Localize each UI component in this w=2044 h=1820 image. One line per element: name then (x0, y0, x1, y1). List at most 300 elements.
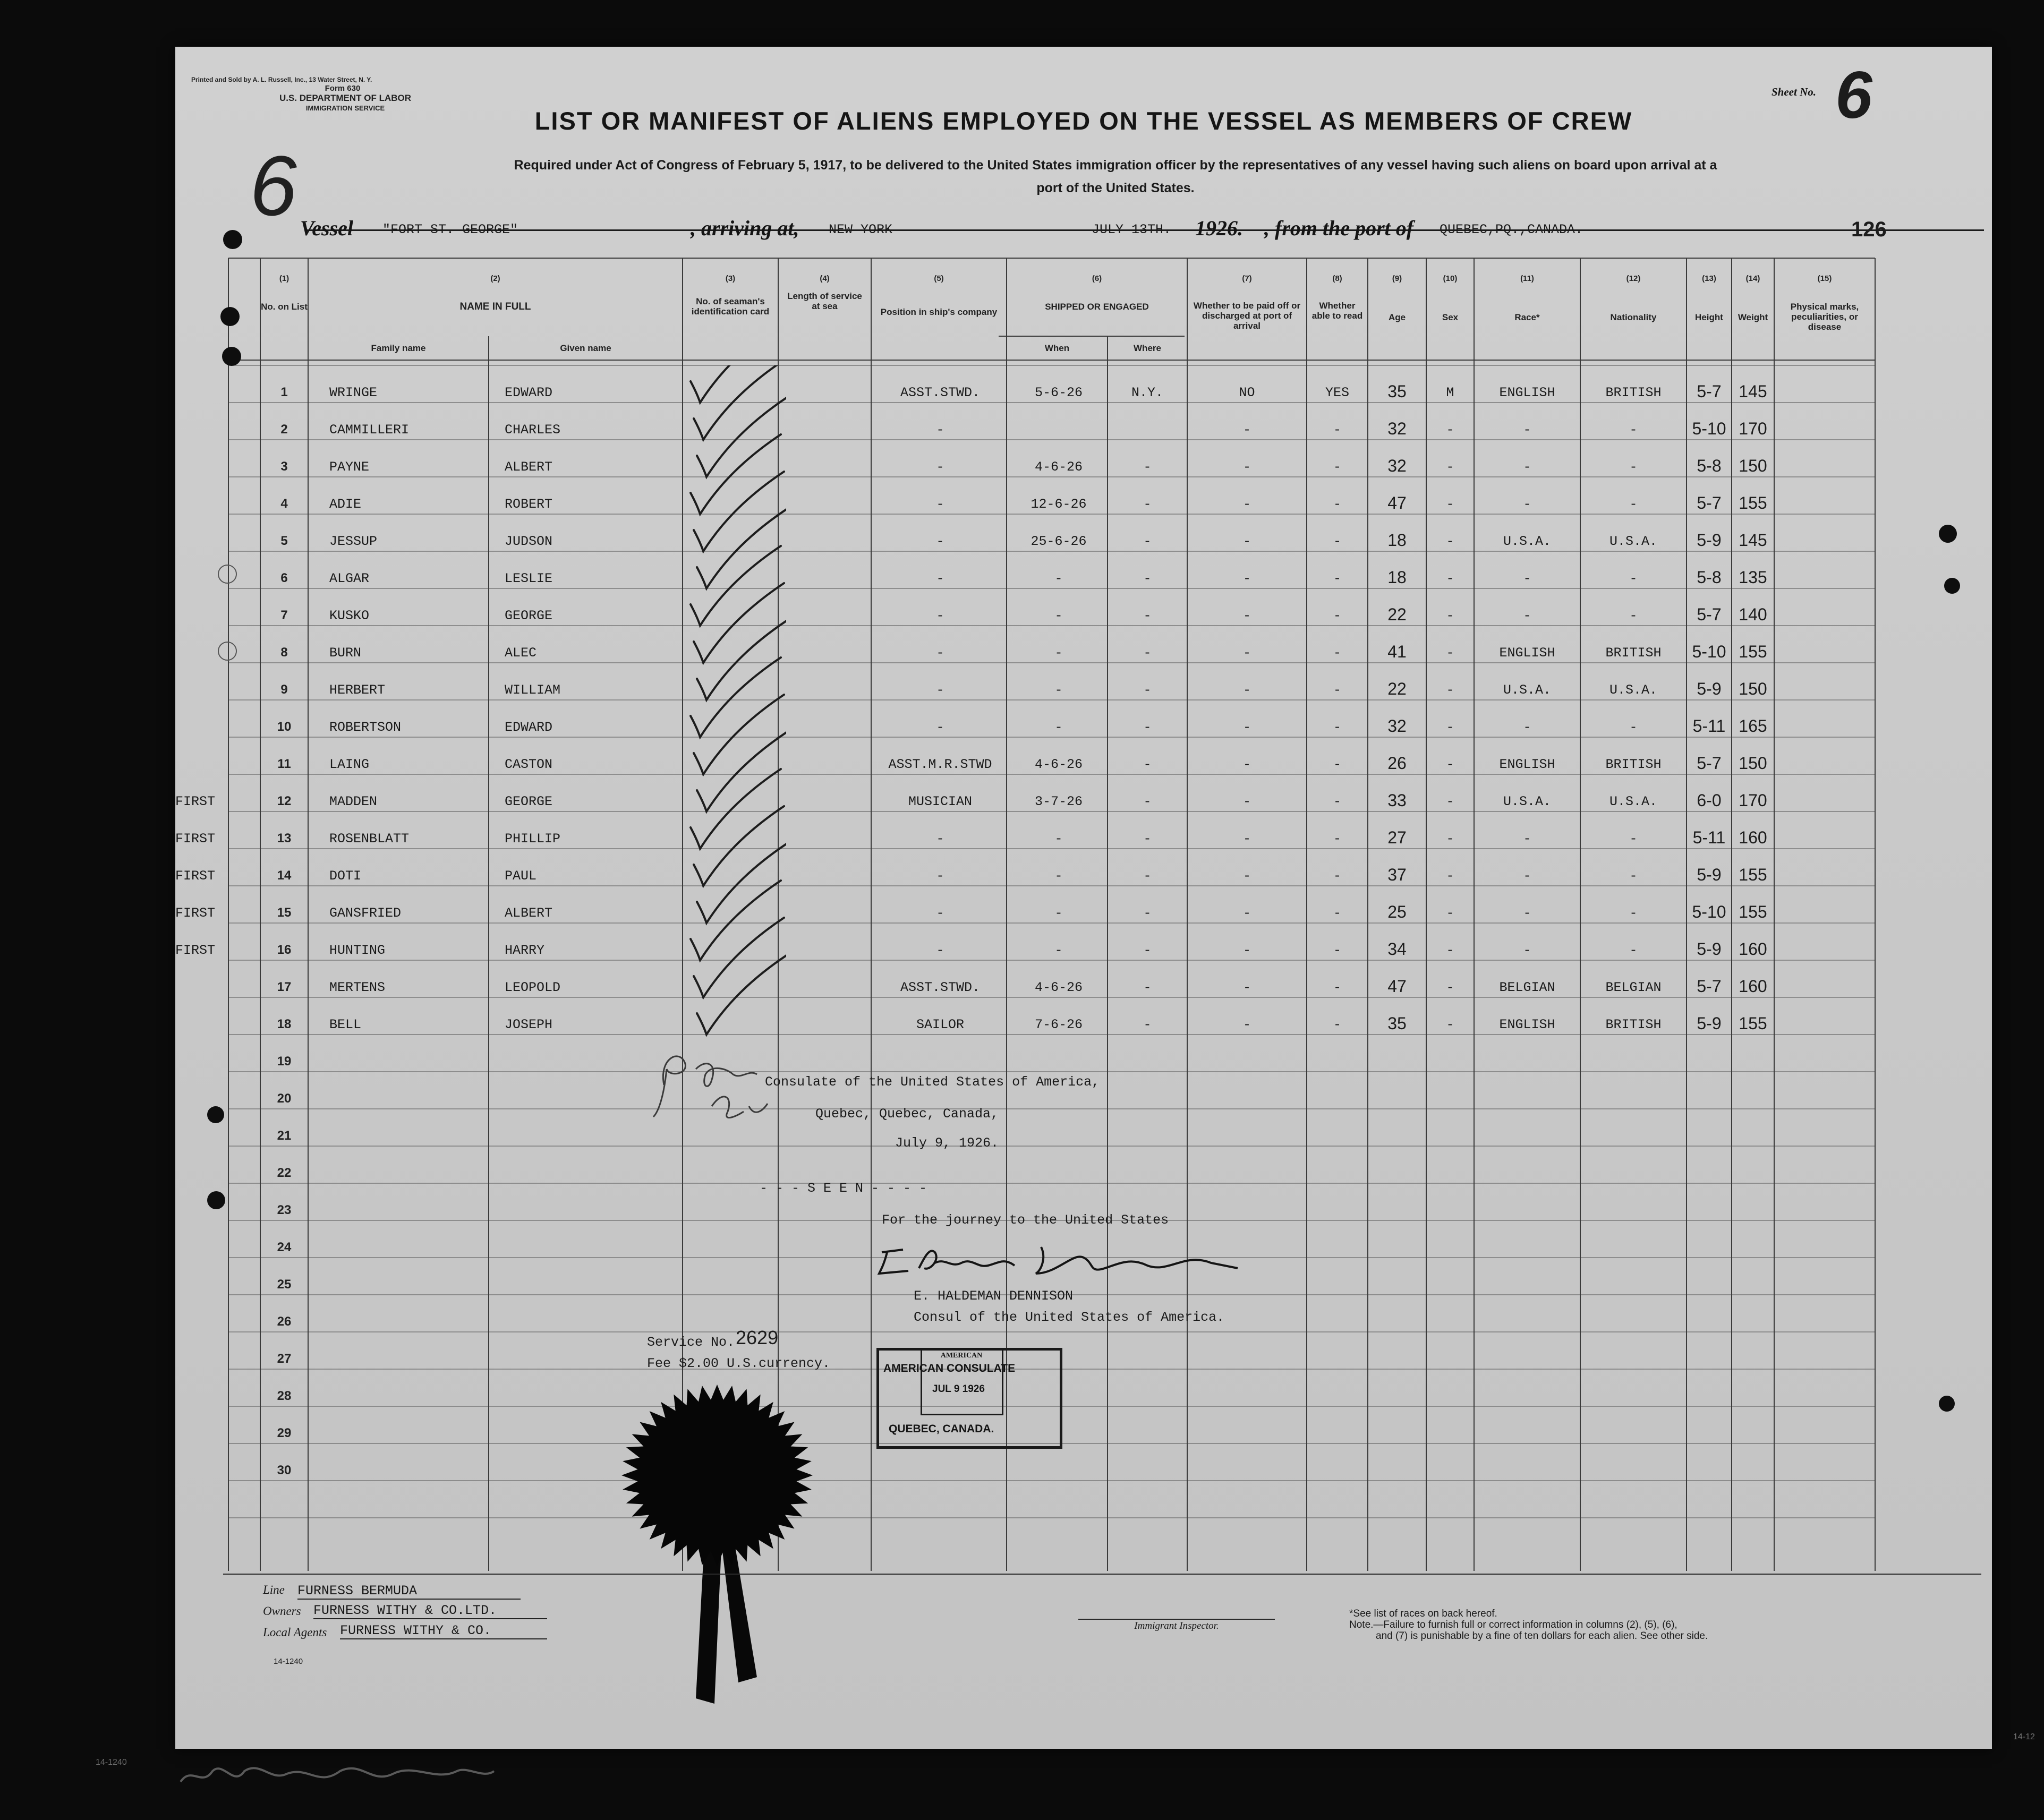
races-note: *See list of races on back hereof. (1349, 1608, 1497, 1619)
row-number: 12 (277, 794, 292, 808)
col-num-6: (6) (1092, 274, 1102, 283)
position-cell: MUSICIAN (908, 794, 973, 809)
col-head-height: Height (1695, 312, 1723, 322)
able-to-read-cell: - (1333, 905, 1341, 921)
given-name-cell: CASTON (505, 757, 553, 772)
col-num-14: (14) (1745, 274, 1760, 283)
row-number: 3 (280, 459, 288, 474)
weight-cell: 170 (1739, 791, 1767, 810)
nationality-cell: - (1629, 943, 1638, 958)
height-cell: 5-10 (1692, 642, 1726, 661)
height-cell: 6-0 (1697, 791, 1722, 810)
col-head-when: When (1044, 343, 1070, 353)
col-head-where: Where (1134, 343, 1161, 353)
nationality-cell: U.S.A. (1609, 534, 1657, 549)
family-name-cell: MADDEN (329, 794, 378, 809)
height-cell: 5-10 (1692, 902, 1726, 921)
family-name-cell: LAING (329, 757, 370, 772)
from-port-label: , from the port of (1264, 216, 1414, 240)
family-name-cell: ROSENBLATT (329, 831, 410, 847)
height-cell: 5-7 (1697, 493, 1722, 512)
given-name-cell: EDWARD (505, 720, 553, 735)
age-cell: 18 (1387, 568, 1407, 587)
family-name-cell: PAYNE (329, 459, 370, 475)
race-cell: - (1523, 943, 1531, 958)
position-cell: - (936, 459, 944, 475)
nationality-cell: BRITISH (1605, 645, 1662, 661)
row-number: 7 (280, 608, 288, 622)
shipped-where-cell: N.Y. (1131, 385, 1163, 400)
arrival-year: 1926. (1195, 216, 1243, 240)
check-mark (691, 546, 781, 626)
fine-note-line2: and (7) is punishable by a fine of ten dollars for each alien. See other side. (1376, 1630, 1708, 1642)
shipped-when-cell: 4-6-26 (1034, 459, 1083, 475)
sex-cell: - (1446, 1017, 1454, 1032)
given-name-cell: ROBERT (505, 497, 553, 512)
paid-off-cell: - (1242, 459, 1251, 475)
paid-off-cell: - (1242, 571, 1251, 586)
col-num-3: (3) (725, 274, 736, 283)
stamp-top-text: AMERICAN (940, 1352, 983, 1360)
paid-off-cell: - (1242, 905, 1251, 921)
able-to-read-cell: - (1333, 422, 1341, 438)
weight-cell: 160 (1739, 977, 1767, 996)
shipped-where-cell: - (1143, 868, 1152, 884)
sex-cell: - (1446, 459, 1454, 475)
col-num-1: (1) (279, 274, 289, 283)
col-head-nationality: Nationality (1610, 312, 1657, 322)
line-label: Line (263, 1583, 285, 1596)
nationality-cell: - (1629, 905, 1638, 921)
age-cell: 32 (1387, 456, 1407, 475)
sex-cell: M (1446, 385, 1454, 400)
form-code: 14-1240 (274, 1657, 303, 1666)
weight-cell: 170 (1739, 419, 1767, 438)
col-head-race: Race* (1514, 312, 1540, 322)
col-head-family-name: Family name (371, 343, 426, 353)
shipped-when-cell: - (1054, 905, 1063, 921)
race-cell: - (1523, 868, 1531, 884)
agents-value: FURNESS WITHY & CO. (340, 1623, 547, 1639)
printer-line: Printed and Sold by A. L. Russell, Inc., 13 Water Street, N. Y. (191, 76, 372, 83)
age-cell: 35 (1387, 382, 1407, 401)
corner-sheet-mark: 6 (250, 138, 297, 233)
check-mark (694, 806, 784, 886)
sex-cell: - (1446, 943, 1454, 958)
consulate-stamp (876, 1348, 1062, 1449)
paid-off-cell: - (1242, 757, 1251, 772)
paid-off-cell: - (1242, 422, 1251, 438)
nationality-cell: BRITISH (1605, 1017, 1662, 1032)
sex-cell: - (1446, 422, 1454, 438)
row-number: 22 (277, 1166, 292, 1180)
family-name-cell: GANSFRIED (329, 905, 402, 921)
shipped-where-cell: - (1143, 459, 1152, 475)
manifest-subtitle-line2: port of the United States. (1036, 181, 1195, 195)
height-cell: 5-9 (1697, 531, 1722, 550)
sheet-number: 6 (1835, 58, 1872, 132)
age-cell: 47 (1387, 493, 1407, 512)
col-head-physical: Physical marks, peculiarities, or disease (1790, 302, 1859, 332)
shipped-where-cell: - (1143, 943, 1152, 958)
fee-line: Fee $2.00 U.S.currency. (647, 1356, 831, 1371)
shipped-when-cell: - (1054, 571, 1063, 586)
consulate-line1: Consulate of the United States of America, (765, 1074, 1100, 1090)
sex-cell: - (1446, 608, 1454, 623)
given-name-cell: LEOPOLD (505, 980, 561, 995)
race-cell: - (1523, 608, 1531, 623)
sex-cell: - (1446, 571, 1454, 586)
height-cell: 5-11 (1692, 828, 1726, 847)
arrival-date: JULY 13TH. (1092, 222, 1172, 237)
age-cell: 32 (1387, 419, 1407, 438)
position-cell: - (936, 868, 944, 884)
shipped-when-cell: - (1054, 943, 1063, 958)
weight-cell: 150 (1739, 679, 1767, 698)
binder-hole (1939, 1396, 1955, 1412)
family-name-cell: HERBERT (329, 682, 386, 698)
position-cell: ASST.STWD. (900, 385, 981, 400)
weight-cell: 160 (1739, 828, 1767, 847)
consul-title: Consul of the United States of America. (914, 1310, 1225, 1325)
col-num-12: (12) (1626, 274, 1641, 283)
given-name-cell: ALBERT (505, 459, 553, 475)
age-cell: 22 (1387, 605, 1407, 624)
position-cell: - (936, 682, 944, 698)
able-to-read-cell: - (1333, 608, 1341, 623)
shipped-where-cell: - (1143, 682, 1152, 698)
able-to-read-cell: - (1333, 980, 1341, 995)
row-number: 25 (277, 1277, 292, 1292)
col-num-11: (11) (1520, 274, 1534, 283)
age-cell: 37 (1387, 865, 1407, 884)
nationality-cell: U.S.A. (1609, 794, 1657, 809)
col-num-8: (8) (1332, 274, 1342, 283)
nationality-cell: - (1629, 720, 1638, 735)
shipped-when-cell: 4-6-26 (1034, 757, 1083, 772)
able-to-read-cell: - (1333, 534, 1341, 549)
check-mark (694, 695, 784, 774)
weight-cell: 150 (1739, 754, 1767, 773)
row-number: 8 (280, 645, 288, 660)
age-cell: 41 (1387, 642, 1407, 661)
family-name-cell: CAMMILLERI (329, 422, 410, 438)
check-mark (694, 583, 784, 663)
weight-cell: 145 (1739, 382, 1767, 401)
shipped-where-cell: - (1143, 497, 1152, 512)
col-head-name-in-full: NAME IN FULL (459, 301, 531, 312)
row-number: 2 (280, 422, 288, 437)
binder-hole (220, 307, 240, 326)
identification-check-marks (680, 365, 786, 1056)
paid-off-cell: - (1242, 645, 1251, 661)
col-num-5: (5) (934, 274, 944, 283)
col-head-shipped: SHIPPED OR ENGAGED (1045, 302, 1149, 312)
check-mark (697, 955, 786, 1035)
row-number: 16 (277, 943, 292, 957)
age-cell: 47 (1387, 977, 1407, 996)
position-cell: - (936, 720, 944, 735)
sex-cell: - (1446, 534, 1454, 549)
inspector-label: Immigrant Inspector. (1134, 1620, 1219, 1631)
weight-cell: 150 (1739, 456, 1767, 475)
manifest-title: LIST OR MANIFEST OF ALIENS EMPLOYED ON THE VESSEL AS MEMBERS OF CREW (534, 107, 1633, 135)
row-number: 18 (277, 1017, 292, 1031)
stamp-date: JUL 9 1926 (932, 1383, 985, 1395)
arriving-label: , arriving at, (691, 216, 799, 240)
class-label-cell: FIRST (175, 943, 216, 958)
given-name-cell: GEORGE (505, 794, 553, 809)
col-num-4: (4) (820, 274, 830, 283)
paid-off-cell: NO (1239, 385, 1255, 400)
family-name-cell: BELL (329, 1017, 362, 1032)
height-cell: 5-7 (1697, 605, 1722, 624)
check-mark (694, 472, 784, 551)
sex-cell: - (1446, 794, 1454, 809)
row-number: 17 (277, 980, 292, 994)
shipped-when-cell: 25-6-26 (1030, 534, 1087, 549)
department-name: U.S. DEPARTMENT OF LABOR (279, 93, 412, 103)
check-mark (691, 657, 781, 737)
journey-line: For the journey to the United States (882, 1212, 1169, 1228)
nationality-cell: BRITISH (1605, 385, 1662, 400)
nationality-cell: BRITISH (1605, 757, 1662, 772)
row-number: 23 (277, 1203, 292, 1217)
inspector-rule (1078, 1619, 1275, 1620)
height-cell: 5-9 (1697, 939, 1722, 959)
col-num-13: (13) (1702, 274, 1716, 283)
nationality-cell: - (1629, 608, 1638, 623)
pencil-scrawl-bottom (170, 1750, 499, 1798)
shipped-where-cell: - (1143, 831, 1152, 847)
age-cell: 26 (1387, 754, 1407, 773)
col-head-no-on-list: No. on List (261, 302, 308, 312)
binder-hole (1944, 578, 1960, 594)
family-name-cell: JESSUP (329, 534, 378, 549)
sex-cell: - (1446, 497, 1454, 512)
row-number: 21 (277, 1129, 292, 1143)
vessel-name: "FORT ST. GEORGE" (382, 222, 518, 237)
able-to-read-cell: - (1333, 571, 1341, 586)
wax-seal-with-ribbon (616, 1364, 818, 1725)
shipped-where-cell: - (1143, 720, 1152, 735)
position-cell: ASST.STWD. (900, 980, 981, 995)
weight-cell: 155 (1739, 493, 1767, 512)
row-number: 28 (277, 1389, 292, 1403)
weight-cell: 155 (1739, 642, 1767, 661)
col-num-9: (9) (1392, 274, 1402, 283)
paid-off-cell: - (1242, 682, 1251, 698)
shipped-when-cell: - (1054, 608, 1063, 623)
page-number: 126 (1851, 218, 1887, 241)
row-number: 6 (280, 571, 288, 585)
shipped-when-cell: 3-7-26 (1034, 794, 1083, 809)
paid-off-cell: - (1242, 608, 1251, 623)
nationality-cell: - (1629, 422, 1638, 438)
row-number: 19 (277, 1054, 292, 1069)
race-cell: ENGLISH (1499, 1017, 1555, 1032)
height-cell: 5-9 (1697, 679, 1722, 698)
height-cell: 5-9 (1697, 865, 1722, 884)
given-name-cell: PAUL (505, 868, 537, 884)
class-label-cell: FIRST (175, 905, 216, 921)
weight-cell: 155 (1739, 902, 1767, 921)
weight-cell: 165 (1739, 716, 1767, 736)
paid-off-cell: - (1242, 794, 1251, 809)
row-number: 15 (277, 905, 292, 920)
shipped-where-cell: - (1143, 980, 1152, 995)
family-name-cell: DOTI (329, 868, 362, 884)
able-to-read-cell: - (1333, 682, 1341, 698)
binder-hole (222, 347, 241, 366)
height-cell: 5-9 (1697, 1014, 1722, 1033)
position-cell: - (936, 497, 944, 512)
given-name-cell: JOSEPH (505, 1017, 553, 1032)
check-mark (694, 918, 784, 997)
able-to-read-cell: - (1333, 1017, 1341, 1032)
race-cell: - (1523, 571, 1531, 586)
given-name-cell: CHARLES (505, 422, 561, 438)
paid-off-cell: - (1242, 1017, 1251, 1032)
manifest-sheet (175, 47, 1992, 1749)
nationality-cell: BELGIAN (1605, 980, 1662, 995)
line-value: FURNESS BERMUDA (297, 1583, 521, 1600)
height-cell: 5-11 (1692, 716, 1726, 736)
shipped-where-cell: - (1143, 757, 1152, 772)
row-number: 29 (277, 1426, 292, 1440)
col-head-age: Age (1388, 312, 1406, 322)
given-name-cell: PHILLIP (505, 831, 561, 847)
race-cell: ENGLISH (1499, 757, 1555, 772)
col-num-2: (2) (490, 274, 500, 283)
nationality-cell: - (1629, 831, 1638, 847)
binder-hole (223, 230, 242, 249)
consul-signature (871, 1236, 1243, 1284)
pencil-initials (643, 1037, 781, 1143)
position-cell: - (936, 608, 944, 623)
consul-name: E. HALDEMAN DENNISON (914, 1288, 1074, 1304)
row-number: 20 (277, 1091, 292, 1106)
check-mark (691, 769, 781, 849)
race-cell: - (1523, 459, 1531, 475)
row-number: 13 (277, 831, 292, 845)
age-cell: 33 (1387, 791, 1407, 810)
paid-off-cell: - (1242, 720, 1251, 735)
family-name-cell: BURN (329, 645, 362, 661)
height-cell: 5-8 (1697, 456, 1722, 475)
nationality-cell: - (1629, 459, 1638, 475)
given-name-cell: ALEC (505, 645, 537, 661)
sex-cell: - (1446, 831, 1454, 847)
row-number: 10 (277, 720, 292, 734)
family-name-cell: HUNTING (329, 943, 386, 958)
position-cell: - (936, 534, 944, 549)
race-cell: BELGIAN (1499, 980, 1555, 995)
col-head-able-read: Whether able to read (1311, 301, 1363, 321)
able-to-read-cell: - (1333, 943, 1341, 958)
bottom-edge-code: 14-1240 (96, 1758, 127, 1767)
given-name-cell: LESLIE (505, 571, 553, 586)
able-to-read-cell: - (1333, 757, 1341, 772)
class-label-cell: FIRST (175, 868, 216, 884)
given-name-cell: JUDSON (505, 534, 553, 549)
service-number: 2629 (736, 1327, 779, 1348)
position-cell: - (936, 571, 944, 586)
shipped-when-cell: - (1054, 831, 1063, 847)
able-to-read-cell: - (1333, 831, 1341, 847)
able-to-read-cell: - (1333, 794, 1341, 809)
weight-cell: 155 (1739, 1014, 1767, 1033)
service-label: Service No. (647, 1335, 735, 1350)
col-head-weight: Weight (1738, 312, 1768, 322)
position-cell: - (936, 943, 944, 958)
able-to-read-cell: YES (1325, 385, 1349, 400)
weight-cell: 140 (1739, 605, 1767, 624)
age-cell: 18 (1387, 531, 1407, 550)
from-port: QUEBEC,PQ.,CANADA. (1440, 222, 1583, 237)
binder-hole-ring (218, 565, 237, 584)
row-number: 5 (280, 534, 288, 548)
position-cell: - (936, 645, 944, 661)
binder-hole (1939, 525, 1957, 543)
shipped-when-cell: - (1054, 682, 1063, 698)
service-name: IMMIGRATION SERVICE (305, 104, 385, 112)
shipped-where-cell: - (1143, 905, 1152, 921)
age-cell: 25 (1387, 902, 1407, 921)
consulate-date: July 9, 1926. (895, 1135, 999, 1151)
col-head-sex: Sex (1442, 312, 1459, 322)
consulate-line2: Quebec, Quebec, Canada, (815, 1106, 999, 1122)
shipped-where-cell: - (1143, 794, 1152, 809)
shipped-when-cell: - (1054, 868, 1063, 884)
col-head-position: Position in ship's company (880, 307, 998, 317)
race-cell: U.S.A. (1503, 682, 1551, 698)
race-cell: - (1523, 422, 1531, 438)
paid-off-cell: - (1242, 980, 1251, 995)
race-cell: - (1523, 831, 1531, 847)
able-to-read-cell: - (1333, 868, 1341, 884)
able-to-read-cell: - (1333, 720, 1341, 735)
race-cell: ENGLISH (1499, 645, 1555, 661)
col-head-id-card: No. of seaman's identification card (691, 296, 770, 317)
stamp-place: QUEBEC, CANADA. (889, 1423, 994, 1435)
given-name-cell: WILLIAM (505, 682, 561, 698)
paid-off-cell: - (1242, 831, 1251, 847)
given-name-cell: HARRY (505, 943, 545, 958)
able-to-read-cell: - (1333, 497, 1341, 512)
sex-cell: - (1446, 980, 1454, 995)
form-number: Form 630 (325, 84, 361, 93)
sex-cell: - (1446, 645, 1454, 661)
age-cell: 35 (1387, 1014, 1407, 1033)
family-name-cell: WRINGE (329, 385, 378, 400)
row-number: 9 (280, 682, 288, 697)
col-head-length-service: Length of service at sea (787, 291, 862, 311)
family-name-cell: KUSKO (329, 608, 370, 623)
stamp-consulate-text: AMERICAN CONSULATE (883, 1362, 1016, 1374)
position-cell: SAILOR (916, 1017, 964, 1032)
weight-cell: 145 (1739, 531, 1767, 550)
able-to-read-cell: - (1333, 645, 1341, 661)
row-number: 30 (277, 1463, 292, 1477)
race-cell: - (1523, 720, 1531, 735)
weight-cell: 135 (1739, 568, 1767, 587)
right-edge-code: 14-12 (2013, 1732, 2035, 1741)
col-head-paid-off: Whether to be paid off or discharged at port of arrival (1193, 301, 1301, 331)
col-head-given-name: Given name (560, 343, 611, 353)
shipped-where-cell: - (1143, 645, 1152, 661)
binder-hole-ring (218, 642, 237, 661)
